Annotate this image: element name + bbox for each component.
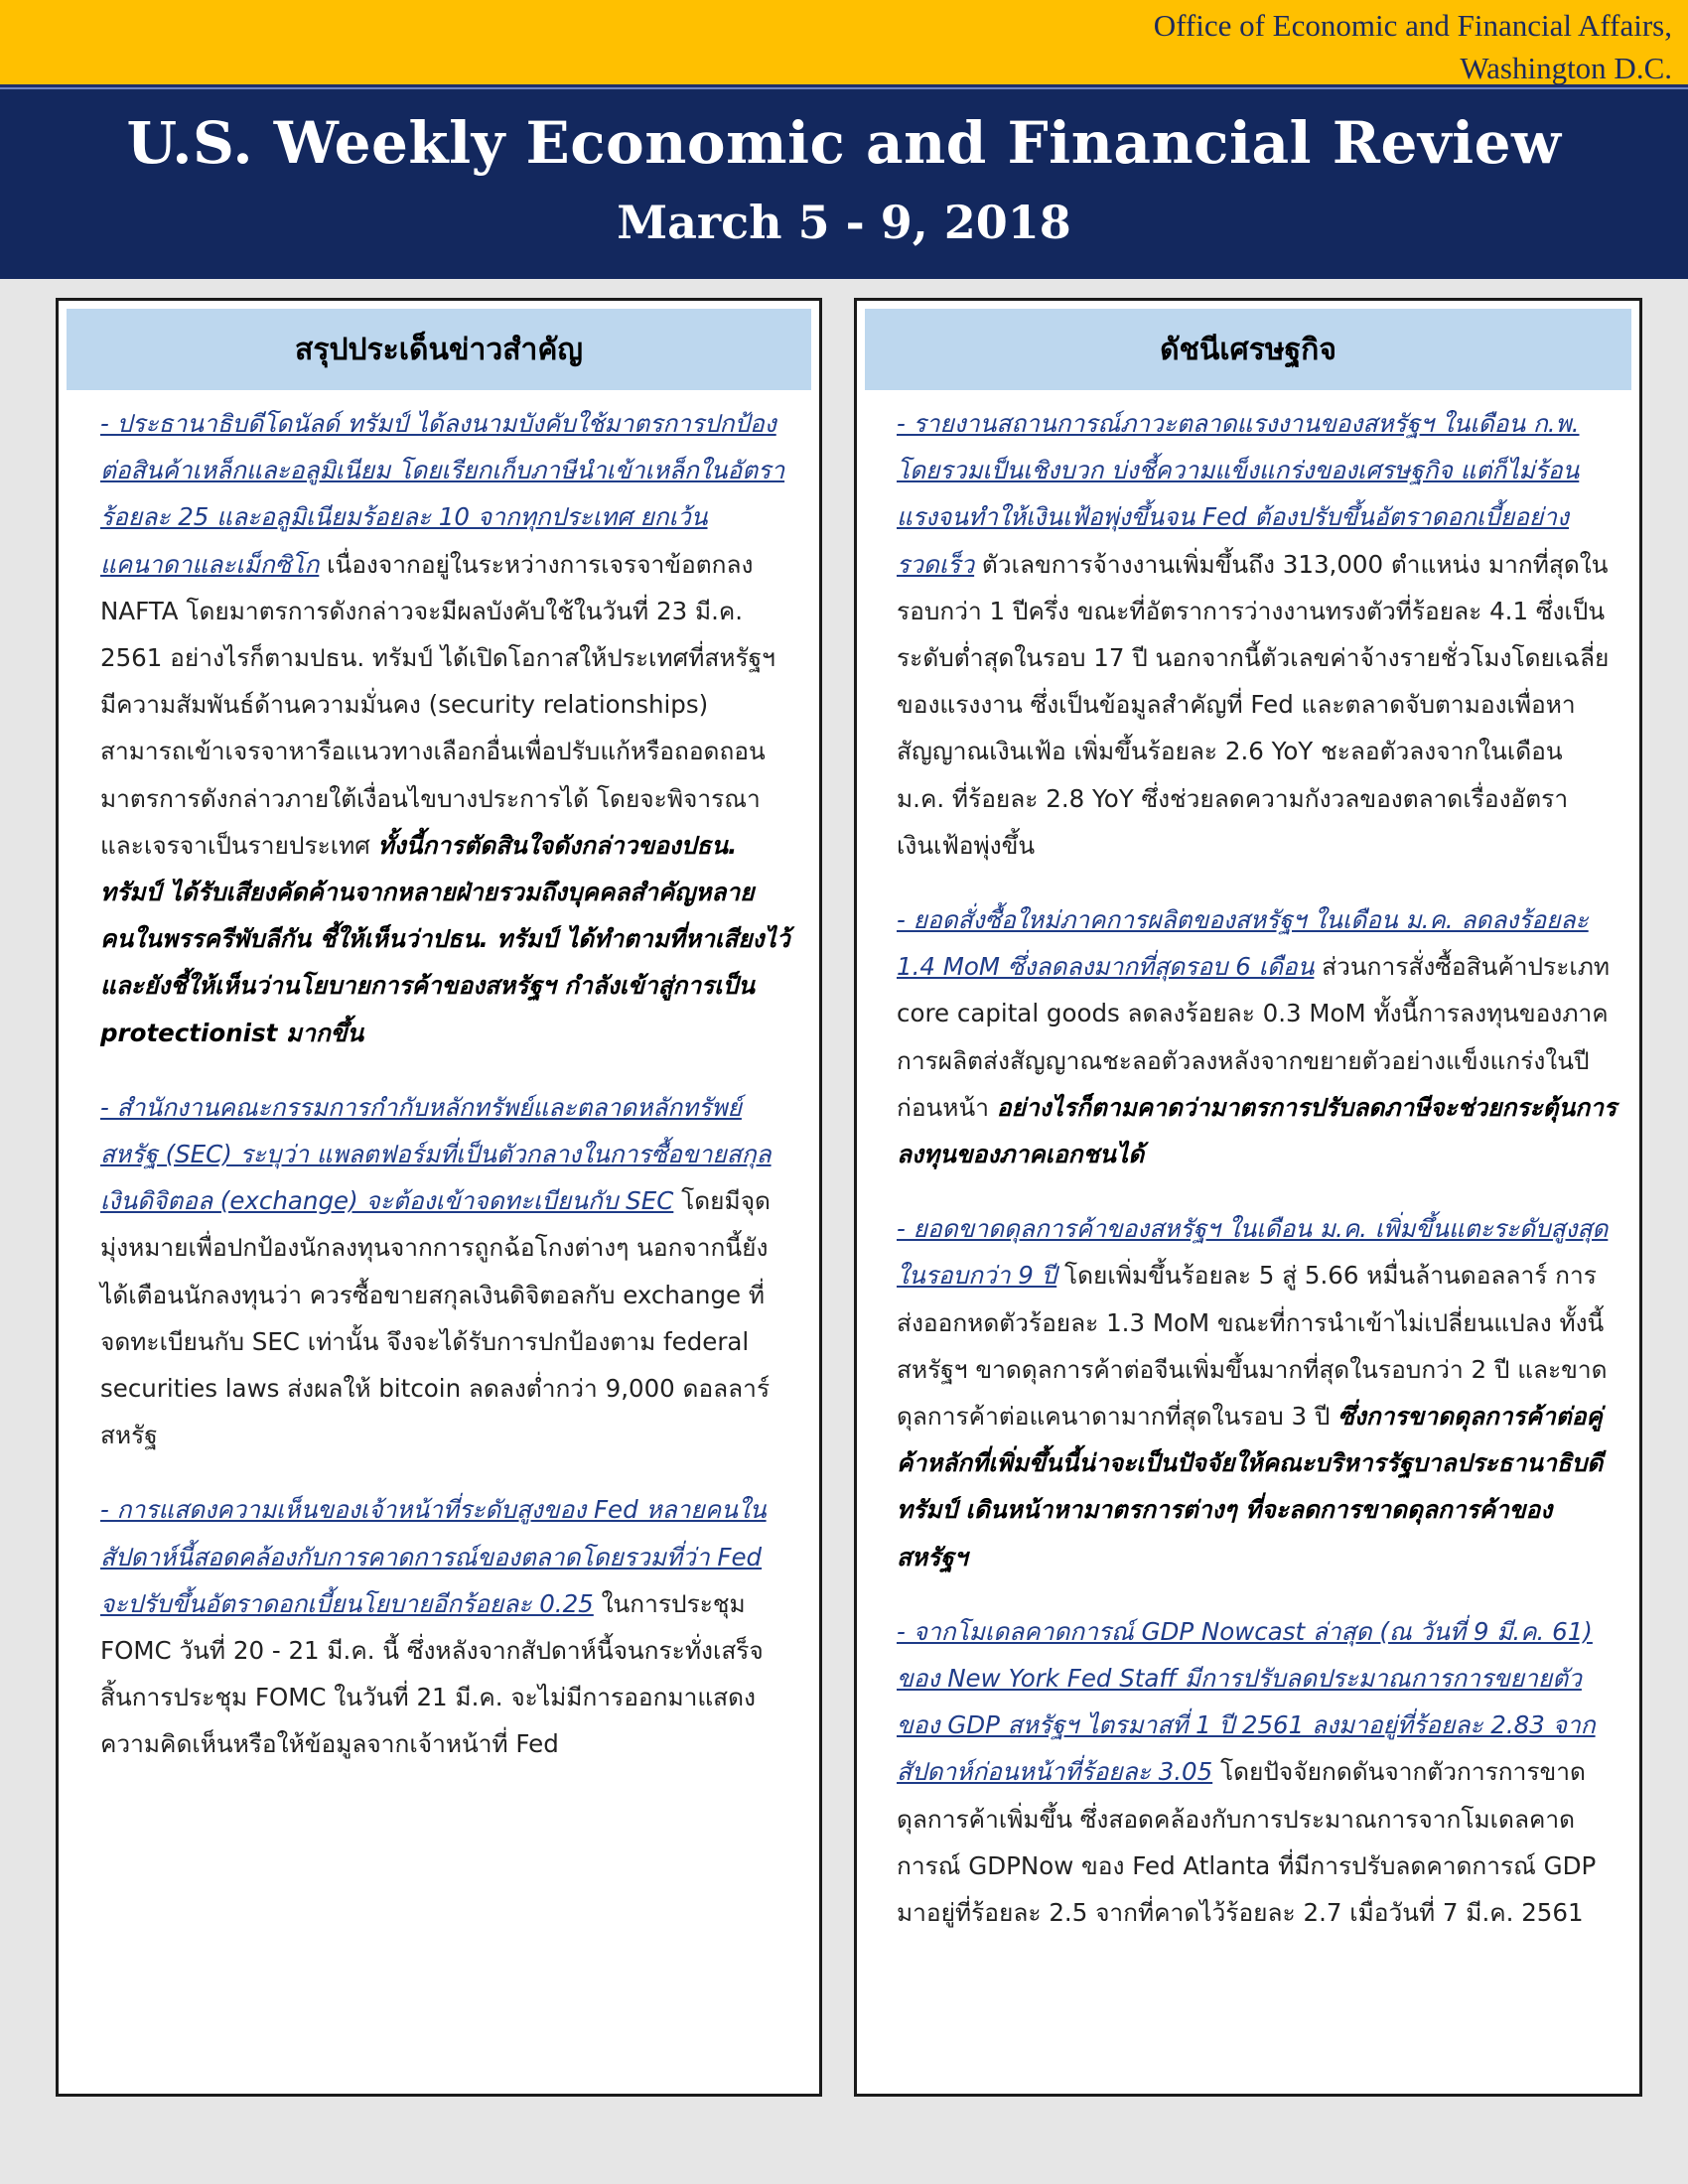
indicator-item xyxy=(897,1608,1618,1936)
news-headline: - การแสดงความเห็นของเจ้าหน้าที่ระดับสูงของ Fed หลายคนในสัปดาห์นี้สอดคล้องกับการคาดการณ์ของตลาดโดยรวมที่ว่า Fed จะปรับขึ้นอัตราดอกเบี้ยนโยบายอีกร้อยละ 0.25 xyxy=(100,1495,767,1618)
news-item xyxy=(100,1084,793,1459)
news-item xyxy=(100,1486,793,1767)
indicator-item xyxy=(897,896,1618,1177)
news-headline: - ประธานาธิบดีโดนัลด์ ทรัมป์ ได้ลงนามบังคับใช้มาตรการปกป้องต่อสินค้าเหล็กและอลูมิเนียม โดยเรียกเก็บภาษีนำเข้าเหล็กในอัตราร้อยละ 25 และอลูมิเนียมร้อยละ 10 จากทุกประเทศ ยกเว้นแคนาดาและเม็กซิโก xyxy=(100,409,785,579)
news-text: เนื่องจากอยู่ในระหว่างการเจรจาข้อตกลง NAFTA โดยมาตรการดังกล่าวจะมีผลบังคับใช้ในวันที่ 23 มี.ค. 2561 อย่างไรก็ตามปธน. ทรัมป์ ได้เปิดโอกาสให้ประเทศที่สหรัฐฯ มีความสัมพันธ์ด้านความมั่นคง (security relationships) สามารถเข้าเจรจาหารือแนวทางเลือกอื่นเพื่อปรับแก้หรือถอดถอนมาตรการดังกล่าวภายใต้เงื่อนไขบางประการได้ โดยจะพิจารณาและเจรจาเป็นรายประเทศ xyxy=(100,549,775,860)
news-text: ในการประชุม FOMC วันที่ 20 - 21 มี.ค. นี้ ซึ่งหลังจากสัปดาห์นี้จนกระทั่งเสร็จสิ้นการประชุม FOMC ในวันที่ 21 มี.ค. จะไม่มีการออกมาแสดงความคิดเห็นหรือให้ข้อมูลจากเจ้าหน้าที่ Fed xyxy=(100,1588,764,1759)
indicator-headline: - รายงานสถานการณ์ภาวะตลาดแรงงานของสหรัฐฯ ในเดือน ก.พ. โดยรวมเป็นเชิงบวก บ่งชี้ความแข็งแกร่งของเศรษฐกิจ แต่ก็ไม่ร้อนแรงจนทำให้เงินเฟ้อพุ่งขึ้นจน Fed ต้องปรับขึ้นอัตราดอกเบี้ยอย่างรวดเร็ว xyxy=(897,409,1580,579)
economic-indicators-panel xyxy=(854,298,1642,2097)
indicator-headline: - จากโมเดลคาดการณ์ GDP Nowcast ล่าสุด (ณ วันที่ 9 มี.ค. 61) ของ New York Fed Staff มีการปรับลดประมาณการการขยายตัวของ GDP สหรัฐฯ ไตรมาสที่ 1 ปี 2561 ลงมาอยู่ที่ร้อยละ 2.83 จากสัปดาห์ก่อนหน้าที่ร้อยละ 3.05 xyxy=(897,1616,1596,1787)
office-line-2: Washington D.C. xyxy=(1460,51,1672,85)
indicator-emphasis: ซึ่งการขาดดุลการค้าต่อคู่ค้าหลักที่เพิ่มขึ้นนี้น่าจะเป็นปัจจัยให้คณะบริหารรัฐบาลประธานาธิบดีทรัมป์ เดินหน้าหามาตรการต่างๆ ที่จะลดการขาดดุลการค้าของสหรัฐฯ xyxy=(897,1402,1604,1571)
office-name xyxy=(1154,4,1672,89)
indicator-item xyxy=(897,1205,1618,1580)
key-news-body xyxy=(59,390,819,1768)
report-date: March 5 - 9, 2018 xyxy=(617,196,1071,249)
report-title: U.S. Weekly Economic and Financial Review xyxy=(126,109,1562,177)
indicator-item xyxy=(897,400,1618,869)
office-line-1: Office of Economic and Financial Affairs, xyxy=(1153,8,1672,43)
indicator-text: โดยเพิ่มขึ้นร้อยละ 5 สู่ 5.66 หมื่นล้านดอลลาร์ การส่งออกหดตัวร้อยละ 1.3 MoM ขณะที่การนำเข้าไม่เปลี่ยนแปลง ทั้งนี้ สหรัฐฯ ขาดดุลการค้าต่อจีนเพิ่มขึ้นมากที่สุดในรอบกว่า 2 ปี และขาดดุลการค้าต่อแคนาดามากที่สุดในรอบ 3 ปี xyxy=(897,1261,1608,1432)
economic-indicators-body xyxy=(857,390,1639,1936)
title-band xyxy=(0,87,1688,279)
news-text: โดยมีจุดมุ่งหมายเพื่อปกป้องนักลงทุนจากการถูกฉ้อโกงต่างๆ นอกจากนี้ยังได้เตือนนักลงทุนว่า ควรซื้อขายสกุลเงินดิจิตอลกับ exchange ที่จดทะเบียนกับ SEC เท่านั้น จึงจะได้รับการปกป้องตาม federal securities laws ส่งผลให้ bitcoin ลดลงต่ำกว่า 9,000 ดอลลาร์สหรัฐ xyxy=(100,1186,771,1450)
key-news-heading: สรุปประเด็นข่าวสำคัญ xyxy=(67,309,811,390)
news-emphasis: ทั้งนี้การตัดสินใจดังกล่าวของปธน. ทรัมป์ ได้รับเสียงคัดค้านจากหลายฝ่ายรวมถึงบุคคลสำคัญหลายคนในพรรครีพับลีกัน ชี้ให้เห็นว่าปธน. ทรัมป์ ได้ทำตามที่หาเสียงไว้ และยังชี้ให้เห็นว่านโยบายการค้าของสหรัฐฯ กำลังเข้าสู่การเป็น protectionist มากขึ้น xyxy=(100,830,790,1047)
indicator-text: โดยปัจจัยกดดันจากตัวการการขาดดุลการค้าเพิ่มขึ้น ซึ่งสอดคล้องกับการประมาณการจากโมเดลคาดการณ์ GDPNow ของ Fed Atlanta ที่มีการปรับลดคาดการณ์ GDP มาอยู่ที่ร้อยละ 2.5 จากที่คาดไว้ร้อยละ 2.7 เมื่อวันที่ 7 มี.ค. 2561 xyxy=(897,1757,1597,1928)
indicator-headline: - ยอดสั่งซื้อใหม่ภาคการผลิตของสหรัฐฯ ในเดือน ม.ค. ลดลงร้อยละ 1.4 MoM ซึ่งลดลงมากที่สุดรอบ 6 เดือน xyxy=(897,905,1589,982)
economic-indicators-heading: ดัชนีเศรษฐกิจ xyxy=(865,309,1631,390)
news-item xyxy=(100,400,793,1056)
indicator-emphasis: อย่างไรก็ตามคาดว่ามาตรการปรับลดภาษีจะช่วยกระตุ้นการลงทุนของภาคเอกชนได้ xyxy=(897,1092,1618,1169)
key-news-panel xyxy=(56,298,822,2097)
indicator-text: ส่วนการสั่งซื้อสินค้าประเภท core capital goods ลดลงร้อยละ 0.3 MoM ทั้งนี้การลงทุนของภาคการผลิตส่งสัญญาณชะลอตัวลงหลังจากขยายตัวอย่างแข็งแกร่งในปีก่อนหน้า xyxy=(897,952,1611,1122)
header-top-band xyxy=(0,0,1688,87)
indicator-headline: - ยอดขาดดุลการค้าของสหรัฐฯ ในเดือน ม.ค. เพิ่มขึ้นแตะระดับสูงสุดในรอบกว่า 9 ปี xyxy=(897,1214,1609,1291)
news-headline: - สำนักงานคณะกรรมการกำกับหลักทรัพย์และตลาดหลักทรัพย์สหรัฐ (SEC) ระบุว่า แพลตฟอร์มที่เป็นตัวกลางในการซื้อขายสกุลเงินดิจิตอล (exchange) จะต้องเข้าจดทะเบียนกับ SEC xyxy=(100,1092,772,1216)
indicator-text: ตัวเลขการจ้างงานเพิ่มขึ้นถึง 313,000 ตำแหน่ง มากที่สุดในรอบกว่า 1 ปีครึ่ง ขณะที่อัตราการว่างงานทรงตัวที่ร้อยละ 4.1 ซึ่งเป็นระดับต่ำสุดในรอบ 17 ปี นอกจากนี้ตัวเลขค่าจ้างรายชั่วโมงโดยเฉลี่ยของแรงงาน ซึ่งเป็นข้อมูลสำคัญที่ Fed และตลาดจับตามองเพื่อหาสัญญาณเงินเฟ้อ เพิ่มขึ้นร้อยละ 2.6 YoY ชะลอตัวลงจากในเดือน ม.ค. ที่ร้อยละ 2.8 YoY ซึ่งช่วยลดความกังวลของตลาดเรื่องอัตราเงินเฟ้อพุ่งขึ้น xyxy=(897,549,1610,860)
